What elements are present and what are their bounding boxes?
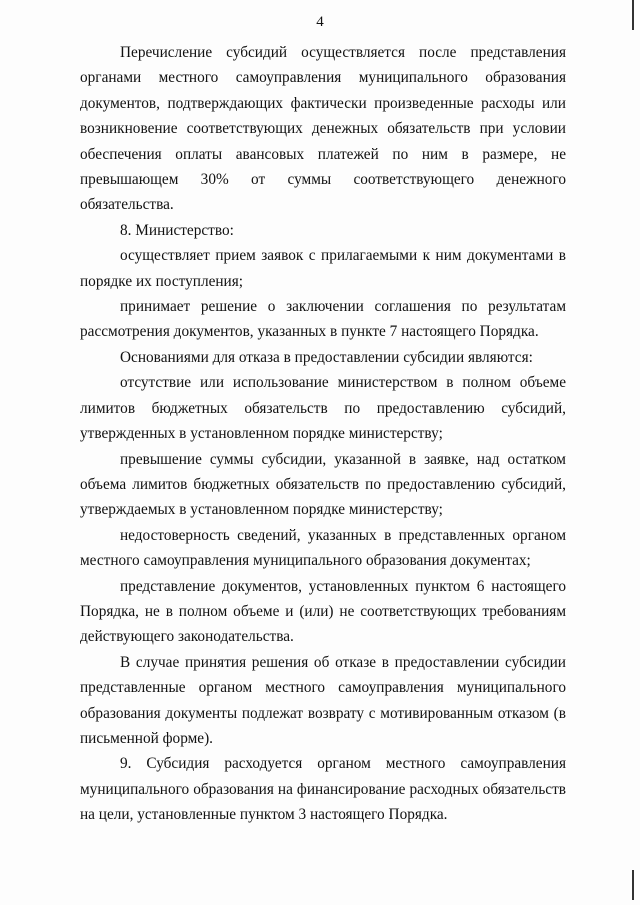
page-number: 4 [316,14,324,30]
paragraph: Основаниями для отказа в предоставлении субсидии являются: [120,348,533,366]
paragraph: осуществляет прием заявок с прилагаемыми к ним документами в порядке их поступления; [80,247,566,290]
paragraph: В случае принятия решения об отказе в предоставлении субсидии представленные органом местного самоуправления муниципального образования документы подлежат возврату с мотивированным отказом (в письменной форме). [80,653,566,747]
paragraph: превышение суммы субсидии, указанной в заявке, над остатком объема лимитов бюджетных обязательств по предоставлению субсидий, утверждаемых в установленном порядке министерству; [80,450,566,519]
paragraph: 8. Министерство: [120,221,234,239]
paragraph: отсутствие или использование министерством в полном объеме лимитов бюджетных обязательств по предоставлению субсидий, утвержденных в установленном порядке министерству; [80,374,566,443]
paragraph: Перечисление субсидий осуществляется после представления органами местного самоуправления муниципального образования документов, подтверждающих фактически произведенные расходы или возникновение соответствующих денежных обязательств при условии обеспечения оплаты авансовых платежей по ним в размере, не превышающем 30% от суммы соответствующего денежного обязательства. [80,44,566,214]
paragraph: недостоверность сведений, указанных в представленных органом местного самоуправления муниципального образования документах; [80,526,566,570]
paragraph: представление документов, установленных пунктом 6 настоящего Порядка, не в полном объеме и (или) не соответствующих требованиям действующего законодательства. [80,577,566,646]
scan-edge-mark [632,870,634,900]
paragraph: принимает решение о заключении соглашения по результатам рассмотрения документов, указанных в пункте 7 настоящего Порядка. [80,298,566,341]
document-body [80,40,566,828]
paragraph: 9. Субсидия расходуется органом местного самоуправления муниципального образования на финансирование расходных обязательств на цели, установленные пунктом 3 настоящего Порядка. [80,755,566,824]
